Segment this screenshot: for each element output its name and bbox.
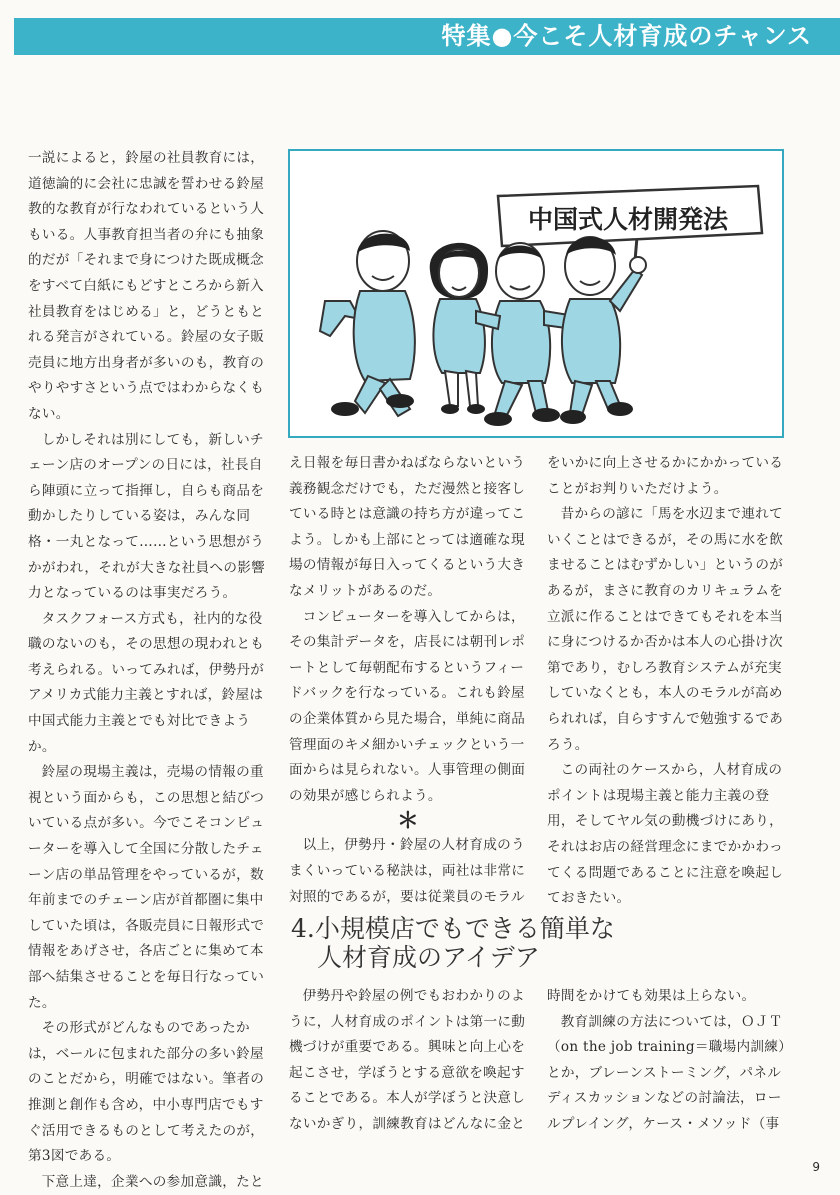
paragraph: 伊勢丹や鈴屋の例でもおわかりのように，人材育成のポイントは第一に動機づけが重要である。興味と向上心を起こさせ，学ぼうとする意欲を喚起することである。本人が学ぼうと決意しないかぎり，訓練教育はどんなに金と bbox=[289, 988, 526, 1132]
figure-woman bbox=[430, 243, 488, 414]
column-c bbox=[547, 451, 787, 912]
paragraph: この両社のケースから，人材育成のポイントは現場主義と能力主義の登用，そしてヤル気の動機づけにあり，それはお店の経営理念にまでかかわってくる問題であることに注意を喚起しておきたい。 bbox=[547, 762, 784, 907]
figure-man-right bbox=[560, 237, 646, 424]
cartoon-illustration bbox=[288, 149, 784, 438]
paragraph: をいかに向上させるかにかかっていることがお判りいただけよう。 bbox=[547, 455, 784, 497]
cartoon-figures-image bbox=[290, 151, 782, 436]
feature-title: 特集●今こそ人材育成のチャンス bbox=[441, 22, 812, 50]
section-heading-line1: 4.小規模店でもできる簡単な bbox=[291, 914, 615, 943]
paragraph: 時間をかけても効果は上らない。 bbox=[547, 988, 756, 1004]
paragraph: 下意上達，企業への参加意識，たと bbox=[41, 1173, 264, 1190]
paragraph: その形式がどんなものであったかは，ベールに包まれた部分の多い鈴屋のことだから，明確ではない。筆者の推測と創作も含め，中小専門店でもすぐ活用できるものとして考えたのが，第3図である。 bbox=[28, 1020, 265, 1165]
paragraph: 鈴屋の現場主義は，売場の情報の重視という面からも，この思想と結びついている点が多い。今でこそコンピューターを導入して全国に分散したチェーン店の単品管理をやっているが，数年前までのチェーン店が首都圏に集中していた頃は，各販売員に日報形式で情報をあげさせ，各店ごとに集めて本部へ結集させることを毎日行なっていた。 bbox=[28, 764, 265, 1011]
paragraph: え日報を毎日書かねばならないという義務観念だけでも，ただ漫然と接客している時とは意識の持ち方が違ってこよう。しかも上部にとっては適確な現場の情報が毎日入ってくるという大きなメリットがあるのだ。 bbox=[289, 455, 526, 599]
figure-man-middle bbox=[476, 243, 575, 426]
paragraph: 以上，伊勢丹・鈴屋の人材育成のうまくいっている秘訣は，両社は非常に対照的であるが，要は従業員のモラル bbox=[289, 837, 526, 905]
section-separator: ＊ bbox=[396, 808, 420, 835]
figure-man-left bbox=[320, 231, 415, 416]
column-b bbox=[289, 451, 527, 910]
page-number: 9 bbox=[812, 1160, 820, 1174]
column-e bbox=[547, 984, 787, 1138]
section-heading-line2: 人材育成のアイデア bbox=[317, 943, 540, 972]
column-a bbox=[28, 146, 274, 1195]
sign-text: 中国式人材開発法 bbox=[527, 205, 729, 234]
column-d bbox=[289, 984, 527, 1138]
paragraph: しかしそれは別にしても，新しいチェーン店のオープンの日には，社長自ら陣頭に立って指揮し，自らも商品を動かしたりしている姿は，みんな同格・一丸となって……という思想がうかがわれ，それが大きな社員への影響力となっているのは事実だろう。 bbox=[28, 431, 266, 602]
paragraph: 一説によると，鈴屋の社員教育には，道徳論的に会社に忠誠を誓わせる鈴屋教的な教育が行なわれているという人もいる。人事教育担当者の弁にも抽象的だが「それまで身につけた既成概念をすべて白紙にもどすところから新入社員教育をはじめる」と，どうともとれる発言がされている。鈴屋の女子販売員に地方出身者が多いのも，教育のやりやすさという点ではわからなくもない。 bbox=[28, 150, 265, 422]
paragraph: 昔からの諺に「馬を水辺まで連れていくことはできるが，その馬に水を飲ませることはむずかしい」というのがあるが，まさに教育のカリキュラムを立派に作ることはできてもそれを本当に身につけるか否かは本人の心掛け次第であり，むしろ教育システムが充実していなくとも，本人のモラルが高められれば，自らすすんで勉強するであろう。 bbox=[547, 506, 784, 753]
paragraph: 教育訓練の方法については，ＯＪＴ（on the job training＝職場内訓練）とか，ブレーンストーミング，パネルディスカッションなどの討論法，ロールプレイング，ケース・メソッド（事 bbox=[547, 1013, 786, 1132]
paragraph: タスクフォース方式も，社内的な役職のないのも，その思想の現われとも考えられる。いってみれば，伊勢丹がアメリカ式能力主義とすれば，鈴屋は中国式能力主義とでも対比できようか。 bbox=[28, 610, 265, 755]
section-heading bbox=[291, 914, 631, 972]
header-band bbox=[14, 18, 840, 55]
paragraph: コンピューターを導入してからは，その集計データを，店長には朝刊レポートとして毎朝配布するというフィードバックを行なっている。これも鈴屋の企業体質から見た場合，単純に商品管理面のキメ細かいチェックという一面からは見られない。人事管理の側面の効果が感じられよう。 bbox=[289, 608, 526, 804]
